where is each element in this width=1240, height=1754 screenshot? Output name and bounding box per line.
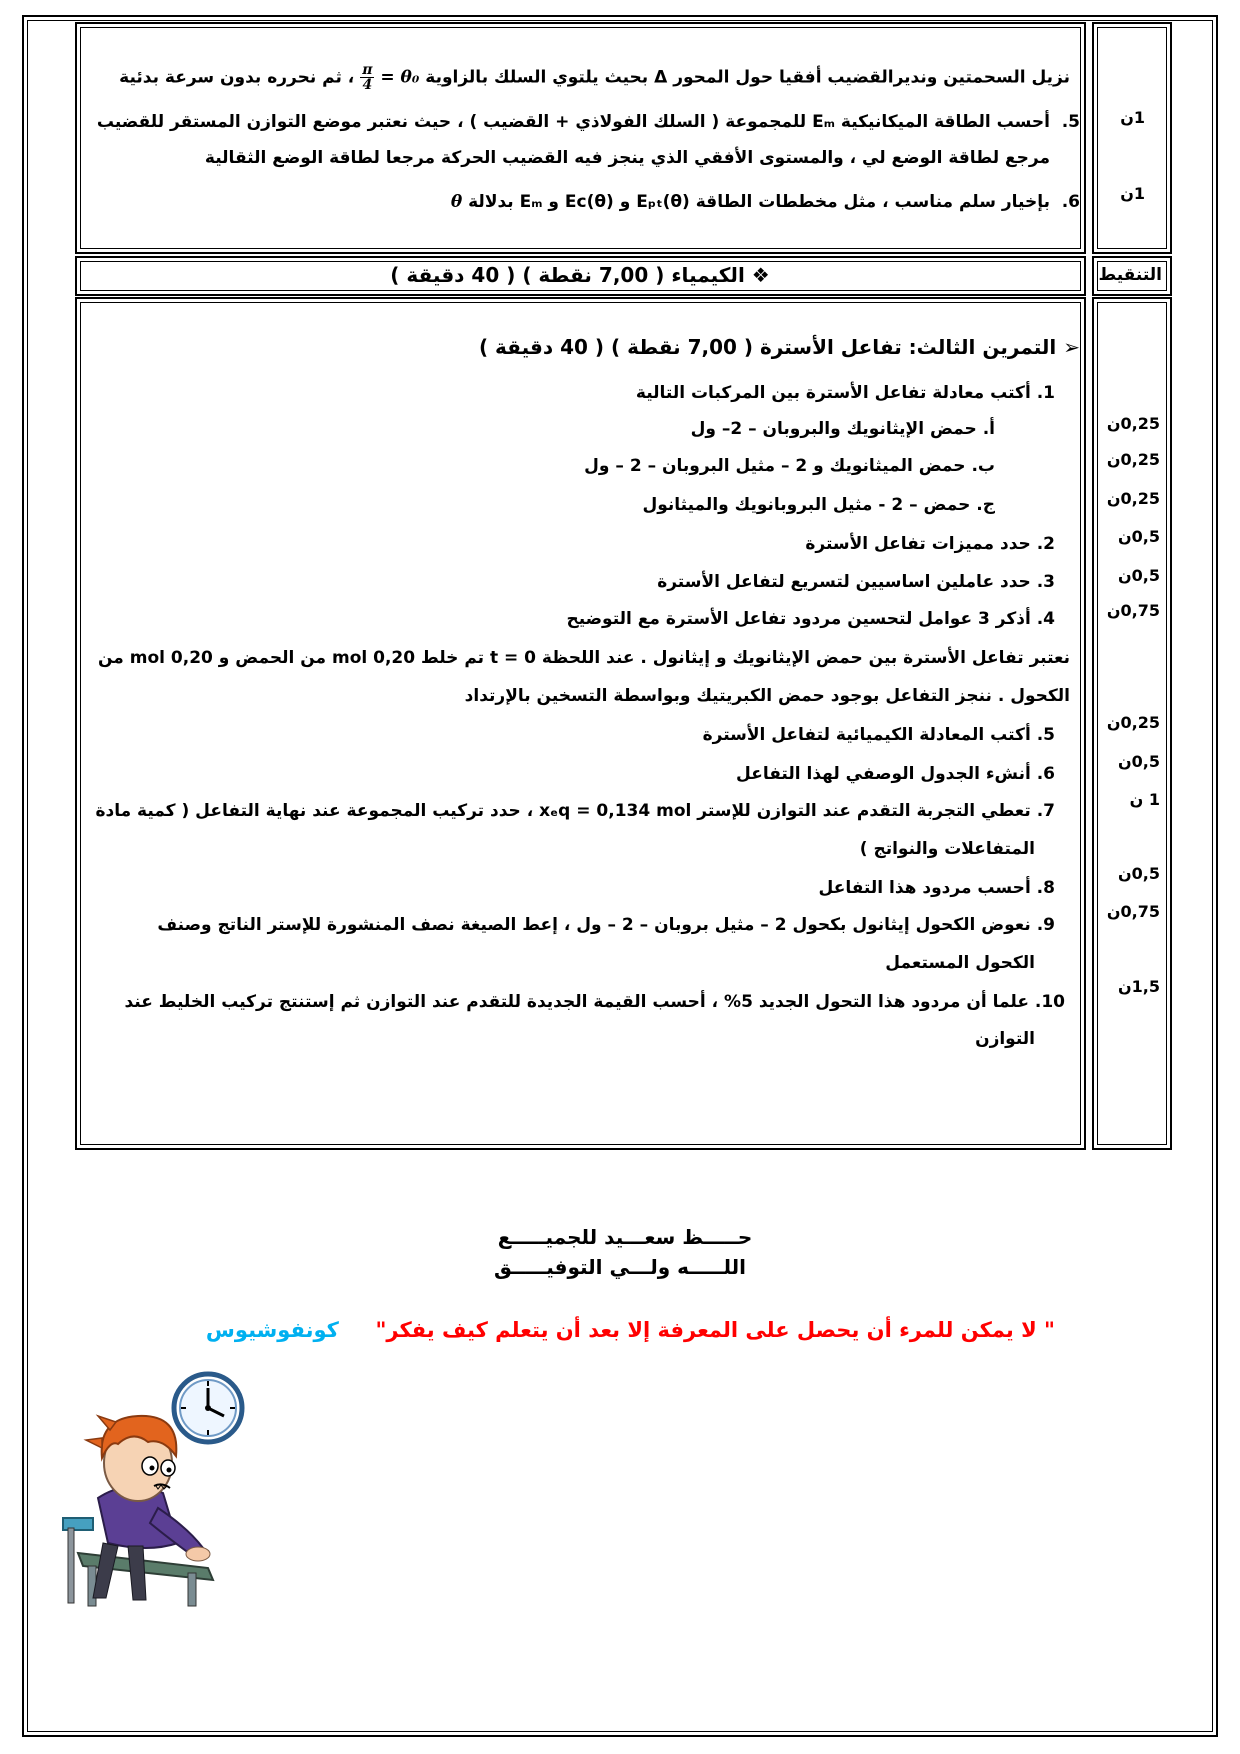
physics-content-cell bbox=[75, 22, 1086, 254]
grading-header-label: التنقيط bbox=[1098, 265, 1162, 285]
score-ex3-q2: 0,5ن bbox=[1118, 527, 1160, 546]
ex3-q2: 2. حدد مميزات تفاعل الأسترة bbox=[805, 534, 1055, 554]
theta0-symbol: θ₀ bbox=[400, 67, 420, 88]
ex3-q1c: ج. حمض – 2 - مثيل البروبانويك والميثانول bbox=[642, 495, 995, 515]
ex3-q7-line2: المتفاعلات والنواتج ) bbox=[859, 839, 1035, 859]
theta-symbol: θ bbox=[450, 192, 463, 212]
ex3-context-line1: نعتبر تفاعل الأسترة بين حمض الإيثانويك و إيثانول . عند اللحظة t = 0 تم خلط 0,20 mol من الحمض و 0,20 mol من bbox=[98, 648, 1070, 668]
score-ex3-q6: 0,5ن bbox=[1118, 752, 1160, 771]
quote-text: " لا يمكن للمرء أن يحصل على المعرفة إلا بعد أن يتعلم كيف يفكر" bbox=[375, 1318, 1055, 1342]
god-success-text: اللـــــه ولـــي التوفيـــــق bbox=[494, 1255, 746, 1279]
ex3-q8: 8. أحسب مردود هذا التفاعل bbox=[818, 878, 1055, 898]
ex3-q1a: أ. حمض الإيثانويك والبروبان – 2– ول bbox=[690, 419, 995, 439]
ex3-q3: 3. حدد عاملين اساسيين لتسريع لتفاعل الأسترة bbox=[657, 572, 1055, 592]
ex3-q10-line2: التوازن bbox=[975, 1029, 1035, 1049]
score-ex3-q1a: 0,25ن bbox=[1106, 414, 1160, 433]
ex3-q1: 1. أكتب معادلة تفاعل الأسترة بين المركبات التالية bbox=[635, 383, 1055, 403]
physics-q5-line2: مرجع لطاقة الوضع لي ، والمستوى الأفقي الذي ينجز فيه القضيب الحركة مرجعا لطاقة الوضع الثقالية bbox=[204, 148, 1050, 168]
score-ex3-q5: 0,25ن bbox=[1106, 713, 1160, 732]
physics-q5-number: 5. bbox=[1061, 112, 1080, 132]
ex3-q6: 6. أنشء الجدول الوصفي لهذا التفاعل bbox=[736, 764, 1055, 784]
ex3-q5: 5. أكتب المعادلة الكيميائية لتفاعل الأسترة bbox=[702, 725, 1055, 745]
good-luck-text: حـــــظ سعـــيد للجميـــــع bbox=[497, 1225, 753, 1249]
score-ex3-q1b: 0,25ن bbox=[1106, 450, 1160, 469]
physics-q5-line1: أحسب الطاقة الميكانيكية Eₘ للمجموعة ( السلك الفولاذي + القضيب ) ، حيث نعتبر موضع التوازن المستقر للقضيب bbox=[96, 112, 1050, 132]
diamond-bullet-icon: ❖ bbox=[751, 263, 770, 287]
ex3-q9-line2: الكحول المستعمل bbox=[885, 953, 1035, 973]
ex3-q1b: ب. حمض الميثانويك و 2 – مثيل البروبان – 2 – ول bbox=[584, 456, 995, 476]
physics-intro-line: نزيل السحمتين ونديرالقضيب أفقيا حول المحور Δ بحيث يلتوي السلك بالزاوية θ₀ = $\frac{\pi}{4}$ ، ثم نحرره بدون سرعة بدئية bbox=[119, 62, 1070, 93]
score-ex3-q9: 0,75ن bbox=[1106, 902, 1160, 921]
chemistry-header-title: ❖ الكيمياء ( 7,00 نقطة ) ( 40 دقيقة ) bbox=[390, 263, 770, 287]
ex3-q9-line1: 9. نعوض الكحول إيثانول بكحول 2 – مثيل بروبان – 2 – ول ، إعط الصيغة نصف المنشورة للإستر الناتج وصنف bbox=[157, 915, 1055, 935]
ex3-q7-line1: 7. تعطي التجربة التقدم عند التوازن للإستر xₑq = 0,134 mol ، حدد تركيب المجموعة عند نهاية التفاعل ( كمية مادة bbox=[95, 801, 1055, 821]
score-ex3-q1c: 0,25ن bbox=[1106, 489, 1160, 508]
confucius-quote bbox=[206, 1318, 1055, 1342]
physics-score-cell bbox=[1092, 22, 1172, 254]
clock-icon bbox=[174, 1374, 242, 1442]
score-physics-q5: 1ن bbox=[1120, 108, 1145, 127]
score-ex3-q3: 0,5ن bbox=[1118, 566, 1160, 585]
angle-fraction: $\frac{\pi}{4}$ bbox=[362, 62, 373, 93]
score-physics-q6: 1ن bbox=[1120, 184, 1145, 203]
cartoon-student-illustration bbox=[58, 1368, 258, 1608]
score-ex3-q10: 1,5ن bbox=[1118, 977, 1160, 996]
ex3-q4: 4. أذكر 3 عوامل لتحسين مردود تفاعل الأسترة مع التوضيح bbox=[566, 609, 1055, 629]
score-ex3-q7: 1 ن bbox=[1129, 790, 1160, 809]
physics-q6-line: بإخيار سلم مناسب ، مثل مخططات الطاقة Eₚₜ(θ) و Eᴄ(θ) و Eₘ بدلالة θ bbox=[450, 192, 1050, 212]
arrow-bullet-icon: ➢ bbox=[1063, 335, 1080, 359]
ex3-context-line2: الكحول . ننجز التفاعل بوجود حمض الكبريتيك وبواسطة التسخين بالإرتداد bbox=[464, 686, 1070, 706]
physics-q6-number: 6. bbox=[1061, 192, 1080, 212]
exercise3-title: ➢ التمرين الثالث: تفاعل الأسترة ( 7,00 نقطة ) ( 40 دقيقة ) bbox=[478, 335, 1080, 359]
score-ex3-q8: 0,5ن bbox=[1118, 864, 1160, 883]
ex3-q10-line1: 10. علما أن مردود هذا التحول الجديد 5% ، أحسب القيمة الجديدة للتقدم عند التوازن ثم إستنتج تركيب الخليط عند bbox=[124, 992, 1065, 1012]
quote-author: كونفوشيوس bbox=[205, 1318, 339, 1342]
score-ex3-q4: 0,75ن bbox=[1106, 601, 1160, 620]
